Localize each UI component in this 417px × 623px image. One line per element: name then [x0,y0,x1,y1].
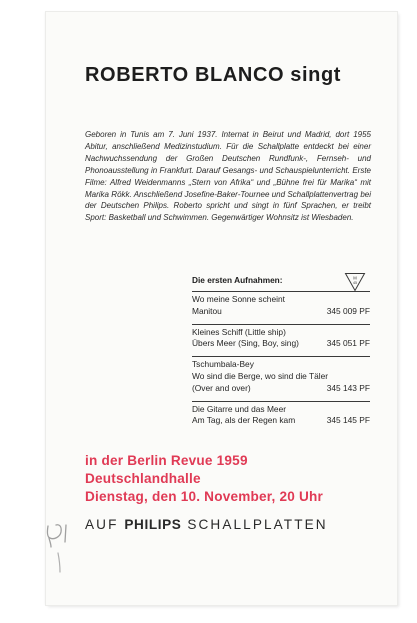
recording-line [192,294,370,306]
philips-brand: PHILIPS [124,517,182,532]
recording-title: Die Gitarre und das Meer [192,403,287,414]
catalog-number: 345 051 PF [326,338,370,349]
catalog-number: 345 143 PF [326,382,370,393]
recording-line [192,383,370,395]
recordings-list [192,291,370,433]
recording-line [192,327,370,339]
recording-title: Übers Meer (Sing, Boy, sing) [192,338,299,349]
philips-minigroove-triangle-icon [344,272,366,292]
biography-text: Geboren in Tunis am 7. Juni 1937. Internat in Beirut und Madrid, dort 1955 Abitur, anschließend Medizinstudium. Für die Schallplatte entdeckt bei einer Nachwuchssendung der Großen Deutschen Rundfunk-, Fernseh- und Phonoausstellung in Frankfurt. Darauf Gesangs- und Schauspielunterricht. Erste Filme: Alfred Weidenmanns „Stern von Afrika“ und „Bühne frei für Marika“ mit Marika Rökk. Anschließend Josefine-Baker-Tournee und Schallplattenvertrag bei der Deutschen Philips. Roberto spricht und singt in fünf Sprachen, er treibt Sport: Basketball und Schwimmen. Gegenwärtiger Wohnsitz ist Wiesbaden. [85,130,371,223]
svg-text:45: 45 [353,281,357,285]
recording-line [192,404,370,416]
pencil-mark-icon [42,522,76,578]
recording-line [192,359,370,371]
recording-entry [192,291,370,318]
recording-line [192,306,370,318]
recording-line [192,415,370,427]
philips-minigroove-logo [344,272,366,292]
recording-title: Wo meine Sonne scheint [192,294,285,304]
recording-title: Tschumbala-Bey [192,359,254,370]
recording-title: Kleines Schiff (Little ship) [192,326,286,337]
event-line-2: Deutschlandhalle [85,471,201,486]
event-line-1: in der Berlin Revue 1959 [85,453,248,468]
page-title: ROBERTO BLANCO singt [85,64,342,86]
catalog-number: 345 009 PF [326,305,370,316]
recording-line [192,338,370,350]
recording-entry [192,356,370,394]
recording-title: (Over and over) [192,382,251,393]
recording-entry [192,401,370,428]
recording-title: Am Tag, als der Regen kam [192,415,296,426]
event-announcement [85,452,323,506]
recordings-heading: Die ersten Aufnahmen: [192,275,283,285]
recording-title: Manitou [192,305,222,316]
recording-entry [192,324,370,351]
footer-tagline [85,517,328,532]
catalog-number: 345 145 PF [326,415,370,426]
footer-prefix: AUF [85,517,125,532]
event-line-3: Dienstag, den 10. November, 20 Uhr [85,489,323,504]
logo-text: M [353,275,357,281]
pencil-annotation [42,522,76,578]
recording-title: Wo sind die Berge, wo sind die Täler [192,370,329,381]
recording-line [192,371,370,383]
footer-suffix: SCHALLPLATTEN [181,517,328,532]
